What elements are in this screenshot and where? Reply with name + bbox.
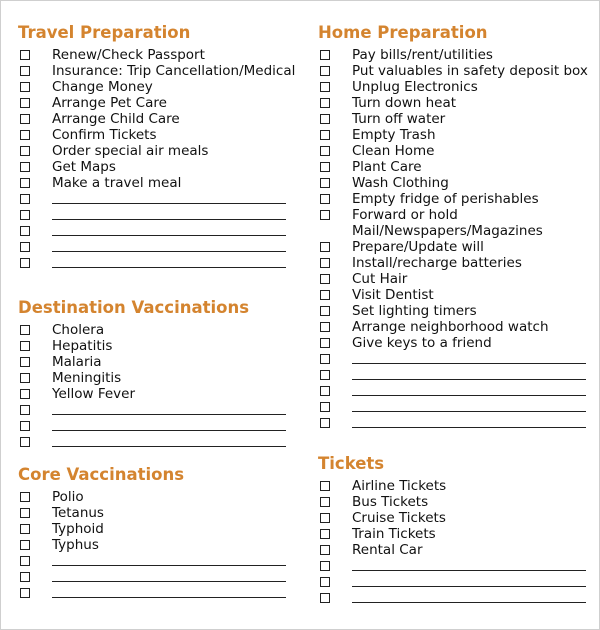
blank-checklist-item	[18, 191, 298, 207]
item-label: Airline Tickets	[352, 478, 447, 494]
checkbox[interactable]	[320, 162, 330, 172]
item-label: Plant Care	[352, 159, 422, 175]
tickets-heading: Tickets	[318, 454, 385, 473]
checkbox[interactable]	[320, 338, 330, 348]
item-label: Visit Dentist	[352, 287, 434, 303]
checklist-item	[18, 537, 298, 553]
checkbox[interactable]	[20, 98, 30, 108]
checkbox[interactable]	[320, 370, 330, 380]
checkbox[interactable]	[320, 497, 330, 507]
checklist-item	[18, 338, 298, 354]
blank-write-line[interactable]	[352, 367, 586, 380]
checkbox[interactable]	[320, 98, 330, 108]
destination-vaccinations-list	[18, 322, 298, 450]
checklist-item	[18, 354, 298, 370]
checklist-item	[318, 303, 593, 319]
blank-write-line[interactable]	[352, 574, 586, 587]
blank-write-line[interactable]	[52, 553, 286, 566]
checklist-item	[18, 370, 298, 386]
blank-checklist-item	[18, 255, 298, 271]
checkbox[interactable]	[320, 210, 330, 220]
checklist-item	[18, 489, 298, 505]
blank-checklist-item	[318, 383, 593, 399]
checkbox[interactable]	[20, 540, 30, 550]
destination-vaccinations-heading: Destination Vaccinations	[18, 298, 250, 317]
blank-checklist-item	[318, 399, 593, 415]
checklist-item	[318, 175, 593, 191]
item-label: Yellow Fever	[52, 386, 136, 402]
checklist-item	[318, 319, 593, 335]
item-label: Cruise Tickets	[352, 510, 446, 526]
checkbox[interactable]	[20, 325, 30, 335]
checklist-item	[318, 63, 593, 79]
blank-checklist-item	[318, 351, 593, 367]
item-label: Bus Tickets	[352, 494, 429, 510]
item-label: Cholera	[52, 322, 105, 338]
item-label: Turn down heat	[352, 95, 457, 111]
item-label: Make a travel meal	[52, 175, 182, 191]
blank-write-line[interactable]	[52, 255, 286, 268]
checklist-item	[318, 239, 593, 255]
checklist-item	[318, 95, 593, 111]
checklist-item	[18, 159, 298, 175]
checkbox[interactable]	[20, 341, 30, 351]
checklist-item	[318, 287, 593, 303]
checklist-item	[18, 127, 298, 143]
item-label: Empty fridge of perishables	[352, 191, 539, 207]
checkbox[interactable]	[20, 588, 30, 598]
checklist-item	[318, 127, 593, 143]
blank-checklist-item	[318, 415, 593, 431]
blank-checklist-item	[18, 239, 298, 255]
item-label: Forward or hold Mail/Newspapers/Magazines	[352, 207, 543, 239]
tickets-section	[318, 453, 593, 606]
item-label: Polio	[52, 489, 84, 505]
blank-checklist-item	[18, 553, 298, 569]
blank-checklist-item	[18, 223, 298, 239]
blank-write-line[interactable]	[352, 399, 586, 412]
item-label: Empty Trash	[352, 127, 436, 143]
item-label: Cut Hair	[352, 271, 408, 287]
item-label: Tetanus	[52, 505, 104, 521]
checklist-item	[18, 322, 298, 338]
checkbox[interactable]	[20, 524, 30, 534]
core-vaccinations-heading: Core Vaccinations	[18, 465, 185, 484]
blank-write-line[interactable]	[52, 223, 286, 236]
checkbox[interactable]	[20, 556, 30, 566]
blank-checklist-item	[18, 207, 298, 223]
checkbox[interactable]	[320, 130, 330, 140]
checkbox[interactable]	[320, 258, 330, 268]
checklist-item	[318, 207, 593, 239]
item-label: Train Tickets	[352, 526, 436, 542]
core-vaccinations-list	[18, 489, 298, 601]
checkbox[interactable]	[320, 114, 330, 124]
blank-write-line[interactable]	[352, 558, 586, 571]
checkbox[interactable]	[20, 258, 30, 268]
item-label: Pay bills/rent/utilities	[352, 47, 493, 63]
blank-write-line[interactable]	[352, 351, 586, 364]
checklist-item	[318, 159, 593, 175]
checklist-item	[318, 526, 593, 542]
checkbox[interactable]	[20, 405, 30, 415]
checkbox[interactable]	[20, 242, 30, 252]
checklist-item	[18, 79, 298, 95]
checkbox[interactable]	[320, 418, 330, 428]
travel-preparation-heading: Travel Preparation	[18, 23, 191, 42]
item-label: Renew/Check Passport	[52, 47, 205, 63]
checkbox[interactable]	[20, 226, 30, 236]
blank-write-line[interactable]	[52, 402, 286, 415]
checklist-item	[318, 255, 593, 271]
checkbox[interactable]	[20, 114, 30, 124]
checklist-item	[18, 143, 298, 159]
blank-checklist-item	[18, 434, 298, 450]
checkbox[interactable]	[20, 130, 30, 140]
blank-write-line[interactable]	[352, 383, 586, 396]
checklist-item	[318, 143, 593, 159]
checkbox[interactable]	[20, 572, 30, 582]
destination-vaccinations-section	[18, 297, 298, 450]
item-label: Arrange Pet Care	[52, 95, 167, 111]
checkbox[interactable]	[20, 508, 30, 518]
checkbox[interactable]	[20, 357, 30, 367]
home-preparation-heading: Home Preparation	[318, 23, 488, 42]
item-label: Arrange Child Care	[52, 111, 180, 127]
item-label: Insurance: Trip Cancellation/Medical	[52, 63, 296, 79]
checkbox[interactable]	[320, 354, 330, 364]
item-label: Prepare/Update will	[352, 239, 484, 255]
travel-preparation-section	[18, 22, 298, 271]
checkbox[interactable]	[320, 513, 330, 523]
item-label: Malaria	[52, 354, 102, 370]
checklist-item	[318, 510, 593, 526]
checkbox[interactable]	[320, 322, 330, 332]
checklist-item	[18, 175, 298, 191]
item-label: Confirm Tickets	[52, 127, 157, 143]
blank-checklist-item	[18, 585, 298, 601]
blank-write-line[interactable]	[52, 418, 286, 431]
checkbox[interactable]	[320, 529, 330, 539]
item-label: Arrange neighborhood watch	[352, 319, 549, 335]
blank-checklist-item	[18, 418, 298, 434]
checkbox[interactable]	[20, 437, 30, 447]
item-label: Meningitis	[52, 370, 122, 386]
core-vaccinations-section	[18, 464, 298, 601]
home-preparation-list	[318, 47, 593, 431]
checklist-item	[18, 47, 298, 63]
checkbox[interactable]	[320, 242, 330, 252]
checkbox[interactable]	[320, 386, 330, 396]
blank-checklist-item	[18, 569, 298, 585]
checkbox[interactable]	[320, 545, 330, 555]
checkbox[interactable]	[320, 306, 330, 316]
checkbox[interactable]	[320, 561, 330, 571]
checkbox[interactable]	[320, 402, 330, 412]
checkbox[interactable]	[20, 82, 30, 92]
blank-write-line[interactable]	[52, 585, 286, 598]
checklist-item	[18, 95, 298, 111]
blank-write-line[interactable]	[52, 191, 286, 204]
item-label: Typhus	[52, 537, 99, 553]
checklist-item	[318, 542, 593, 558]
checkbox[interactable]	[20, 210, 30, 220]
checklist-item	[318, 271, 593, 287]
blank-write-line[interactable]	[52, 434, 286, 447]
item-label: Typhoid	[52, 521, 104, 537]
blank-write-line[interactable]	[52, 207, 286, 220]
item-label: Install/recharge batteries	[352, 255, 522, 271]
checklist-item	[318, 47, 593, 63]
checklist-item	[18, 111, 298, 127]
checkbox[interactable]	[20, 492, 30, 502]
checkbox[interactable]	[320, 146, 330, 156]
checkbox[interactable]	[320, 178, 330, 188]
checkbox[interactable]	[20, 373, 30, 383]
blank-write-line[interactable]	[52, 569, 286, 582]
checklist-item	[318, 111, 593, 127]
checkbox[interactable]	[20, 421, 30, 431]
checkbox[interactable]	[320, 593, 330, 603]
checklist-item	[318, 79, 593, 95]
checkbox[interactable]	[20, 389, 30, 399]
item-label: Give keys to a friend	[352, 335, 492, 351]
checkbox[interactable]	[320, 577, 330, 587]
blank-write-line[interactable]	[352, 415, 586, 428]
checkbox[interactable]	[320, 290, 330, 300]
item-label: Clean Home	[352, 143, 435, 159]
checklist-item	[318, 191, 593, 207]
blank-write-line[interactable]	[352, 590, 586, 603]
item-label: Change Money	[52, 79, 153, 95]
travel-preparation-list	[18, 47, 298, 271]
checkbox[interactable]	[20, 146, 30, 156]
checklist-item	[18, 505, 298, 521]
checkbox[interactable]	[20, 178, 30, 188]
item-label: Order special air meals	[52, 143, 209, 159]
checkbox[interactable]	[20, 50, 30, 60]
checkbox[interactable]	[320, 50, 330, 60]
item-label: Hepatitis	[52, 338, 113, 354]
checkbox[interactable]	[20, 66, 30, 76]
checkbox[interactable]	[320, 274, 330, 284]
checkbox[interactable]	[320, 481, 330, 491]
item-label: Rental Car	[352, 542, 423, 558]
checkbox[interactable]	[20, 194, 30, 204]
checkbox[interactable]	[20, 162, 30, 172]
checklist-item	[18, 386, 298, 402]
blank-checklist-item	[318, 590, 593, 606]
checkbox[interactable]	[320, 66, 330, 76]
item-label: Put valuables in safety deposit box	[352, 63, 588, 79]
item-label: Turn off water	[352, 111, 446, 127]
checkbox[interactable]	[320, 194, 330, 204]
checkbox[interactable]	[320, 82, 330, 92]
checklist-item	[18, 521, 298, 537]
tickets-list	[318, 478, 593, 606]
checklist-item	[318, 335, 593, 351]
blank-write-line[interactable]	[52, 239, 286, 252]
checklist-item	[318, 478, 593, 494]
blank-checklist-item	[318, 558, 593, 574]
item-label: Set lighting timers	[352, 303, 477, 319]
item-label: Unplug Electronics	[352, 79, 478, 95]
item-label: Get Maps	[52, 159, 116, 175]
checklist-item	[318, 494, 593, 510]
home-preparation-section	[318, 22, 593, 431]
blank-checklist-item	[318, 367, 593, 383]
item-label: Wash Clothing	[352, 175, 449, 191]
blank-checklist-item	[18, 402, 298, 418]
blank-checklist-item	[318, 574, 593, 590]
checklist-item	[18, 63, 298, 79]
